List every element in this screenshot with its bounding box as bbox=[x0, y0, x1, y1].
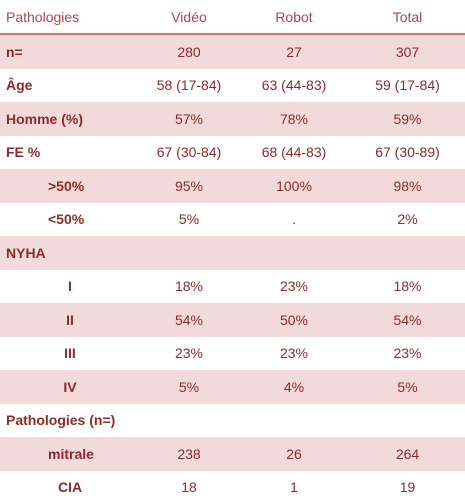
table-cell: 59% bbox=[350, 111, 465, 127]
row-label: mitrale bbox=[0, 446, 140, 462]
row-label: Âge bbox=[0, 77, 140, 93]
row-label: CIA bbox=[0, 479, 140, 495]
table-row bbox=[0, 337, 465, 371]
table-row bbox=[0, 236, 465, 270]
table-row bbox=[0, 437, 465, 471]
row-label: I bbox=[0, 278, 140, 294]
table-cell: 18% bbox=[140, 278, 238, 294]
table-cell: 26 bbox=[238, 446, 350, 462]
table-cell: 280 bbox=[140, 44, 238, 60]
table-row bbox=[0, 136, 465, 170]
table-cell: 54% bbox=[350, 312, 465, 328]
table-cell: 5% bbox=[140, 379, 238, 395]
row-label: Homme (%) bbox=[0, 111, 140, 127]
table-cell: 307 bbox=[350, 44, 465, 60]
table-cell: 67 (30-84) bbox=[140, 144, 238, 160]
table-cell: 264 bbox=[350, 446, 465, 462]
row-label: III bbox=[0, 345, 140, 361]
table-cell: 19 bbox=[350, 479, 465, 495]
table-cell: 63 (44-83) bbox=[238, 77, 350, 93]
table-cell: 54% bbox=[140, 312, 238, 328]
header-cell-robot: Robot bbox=[238, 9, 350, 25]
header-cell-video: Vidéo bbox=[140, 9, 238, 25]
table-cell: 18 bbox=[140, 479, 238, 495]
table-row bbox=[0, 69, 465, 103]
table-cell: 4% bbox=[238, 379, 350, 395]
table-cell: 5% bbox=[140, 211, 238, 227]
row-label: NYHA bbox=[0, 245, 140, 261]
table-header-row bbox=[0, 0, 465, 35]
table-row bbox=[0, 303, 465, 337]
table-row bbox=[0, 270, 465, 304]
table-cell: 23% bbox=[140, 345, 238, 361]
table-row bbox=[0, 102, 465, 136]
table-cell: 67 (30-89) bbox=[350, 144, 465, 160]
table-cell: 238 bbox=[140, 446, 238, 462]
table-cell: 50% bbox=[238, 312, 350, 328]
table-cell: 18% bbox=[350, 278, 465, 294]
row-label: FE % bbox=[0, 144, 140, 160]
table-cell: . bbox=[238, 211, 350, 227]
row-label: >50% bbox=[0, 178, 140, 194]
table-row bbox=[0, 169, 465, 203]
table-cell: 23% bbox=[238, 345, 350, 361]
row-label: II bbox=[0, 312, 140, 328]
table-cell: 23% bbox=[238, 278, 350, 294]
table-cell: 1 bbox=[238, 479, 350, 495]
row-label: IV bbox=[0, 379, 140, 395]
table-cell: 2% bbox=[350, 211, 465, 227]
table-cell: 100% bbox=[238, 178, 350, 194]
table-cell: 5% bbox=[350, 379, 465, 395]
table-row bbox=[0, 471, 465, 504]
table-body bbox=[0, 35, 465, 504]
table-cell: 57% bbox=[140, 111, 238, 127]
table-cell: 27 bbox=[238, 44, 350, 60]
table-row bbox=[0, 35, 465, 69]
row-label: Pathologies (n=) bbox=[0, 412, 140, 428]
table-row bbox=[0, 203, 465, 237]
table-cell: 59 (17-84) bbox=[350, 77, 465, 93]
table-cell: 68 (44-83) bbox=[238, 144, 350, 160]
table-cell: 95% bbox=[140, 178, 238, 194]
row-label: <50% bbox=[0, 211, 140, 227]
header-cell-total: Total bbox=[350, 9, 465, 25]
table-row bbox=[0, 404, 465, 438]
table-cell: 23% bbox=[350, 345, 465, 361]
table-cell: 98% bbox=[350, 178, 465, 194]
table-cell: 78% bbox=[238, 111, 350, 127]
table-cell: 58 (17-84) bbox=[140, 77, 238, 93]
row-label: n= bbox=[0, 44, 140, 60]
header-cell-pathologies: Pathologies bbox=[0, 9, 140, 25]
table-row bbox=[0, 370, 465, 404]
